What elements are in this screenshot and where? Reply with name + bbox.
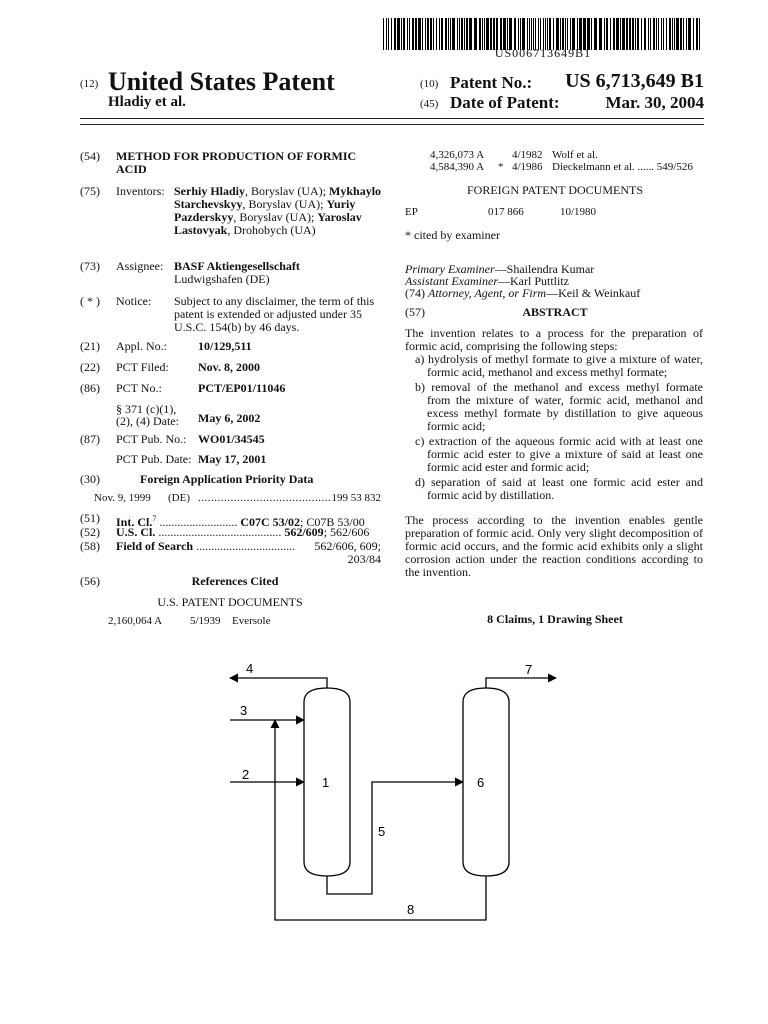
us-cl-dots: ......................................... [158,525,282,539]
assignee-label: Assignee: [116,259,164,273]
ref-2-name: Wolf et al. [552,149,598,161]
authors: Hladiy et al. [108,94,186,110]
inventor-3-loc: , Boryslav (UA); [233,210,315,224]
section-371-date: May 6, 2002 [198,411,261,425]
label-5: 5 [378,824,386,839]
inventor-1: Serhiy Hladiy [174,184,246,198]
date-label: Date of Patent: [450,93,560,112]
pct-filed: Nov. 8, 2000 [198,360,261,374]
pct-filed-label: PCT Filed: [116,360,169,374]
field-86-code: (86) [80,381,100,395]
assistant-examiner-label: Assistant Examiner [405,274,498,288]
field-of-search-value-1: 562/606, 609; [314,539,381,553]
field-22-code: (22) [80,360,100,374]
field-21-code: (21) [80,339,100,353]
ep-no: 017 866 [488,206,524,218]
abstract-label: ABSTRACT [522,305,588,319]
ref-2-date: 4/1982 [512,149,543,161]
patent-date: Mar. 30, 2004 [605,93,704,112]
us-cl-label: U.S. Cl. [116,525,156,539]
inventor-2: Mykhaylo Starchevskyy [174,184,382,211]
pct-pub-no: WO01/34545 [198,432,265,446]
abstract-step-b: b) removal of the methanol and excess methyl formate from the mixture of water, formic acid, methanol and excess methyl formate by distillation to give aqueous formic acid; [415,380,703,433]
ref-3-name: Dieckelmann et al. ...... 549/526 [552,161,693,173]
field-52-code: (52) [80,525,100,539]
inventor-3: Yuriy Pazderskyy [174,197,356,224]
stream-5-line [327,782,463,894]
ref-1-date: 5/1939 [190,615,221,627]
code-10: (10) [420,78,439,90]
label-2: 2 [242,767,250,782]
field-30-code: (30) [80,472,100,486]
us-patent-documents-label: U.S. PATENT DOCUMENTS [157,595,303,609]
foreign-docs-label: FOREIGN PATENT DOCUMENTS [466,183,644,197]
attorney-label: Attorney, Agent, or Firm [428,286,547,300]
ep-date: 10/1980 [560,206,597,218]
label-3: 3 [240,703,248,718]
priority-number: 199 53 832 [331,492,381,504]
ref-2-no: 4,326,073 A [430,149,485,161]
notice-code: ( * ) [80,294,100,308]
field-of-search-dots: ................................. [196,539,296,553]
label-7: 7 [525,662,533,677]
assignee-loc: Ludwigshafen (DE) [174,272,270,286]
field-73-code: (73) [80,259,100,273]
label-8: 8 [407,902,415,917]
inventors-label: Inventors: [116,184,165,198]
field-58-code: (58) [80,539,100,553]
field-57-code: (57) [405,305,425,319]
primary-examiner-name: —Shailendra Kumar [494,262,595,276]
int-cl-label: Int. Cl. [116,515,153,529]
abstract-step-d: d) separation of said at least one formic acid ester and formic acid by distillation. [415,475,703,502]
code-45: (45) [420,98,439,110]
int-cl-value-main: C07C 53/02 [240,515,301,529]
int-cl-value: ; C07B 53/00 [300,515,365,529]
invention-title: METHOD FOR PRODUCTION OF FORMIC ACID [116,149,357,176]
inventor-2-loc: , Boryslav (UA); [242,197,324,211]
barcode-number: US006713649B1 [494,46,592,60]
abstract-step-a: a) hydrolysis of methyl formate to give a mixture of water, formic acid, methanol and excess methyl formate; [415,352,703,379]
stream-8-line [275,720,486,920]
claims-summary: 8 Claims, 1 Drawing Sheet [487,612,623,626]
abstract-conclusion: The process according to the invention enables gentle preparation of formic acid. Only very slight decomposition of formic acid occurs, and the formic acid exhibits only a slight corrosion action under the reaction conditions according to the invention. [405,513,703,579]
field-87-code: (87) [80,432,100,446]
us-cl-value: ; 562/606 [323,525,370,539]
int-cl-dots: .......................... [159,515,238,529]
field-51-code: (51) [80,511,100,525]
references-cited-label: References Cited [191,574,279,588]
attorney-code: (74) [405,286,425,300]
abstract-intro: The invention relates to a process for the preparation of formic acid, comprising the following steps: [405,326,703,353]
appl-no: 10/129,511 [198,339,252,353]
ep-label: EP [405,206,418,218]
appl-no-label: Appl. No.: [116,339,167,353]
priority-country: (DE) [168,492,190,504]
attorney-name: —Keil & Weinkauf [546,286,641,300]
pct-no: PCT/EP01/11046 [198,381,286,395]
priority-data-label: Foreign Application Priority Data [140,472,314,486]
int-cl-sup: 7 [152,514,157,523]
assignee-name: BASF Aktiengesellschaft [174,259,300,273]
ref-1-no: 2,160,064 A [108,615,163,627]
ref-1-name: Eversole [232,615,271,627]
ref-3-date: 4/1986 [512,161,543,173]
field-of-search-value-2: 203/84 [347,552,381,566]
inventor-4: Yaroslav Lastovyak [174,210,362,237]
pct-pub-date: May 17, 2001 [198,452,267,466]
label-1: 1 [322,775,330,790]
priority-dots: ......................................... [198,492,332,504]
patent-no: US 6,713,649 B1 [565,70,704,92]
column-6-vessel [463,688,509,876]
pct-no-label: PCT No.: [116,381,162,395]
priority-date: Nov. 9, 1999 [94,492,151,504]
section-371-b: (2), (4) Date: [116,414,179,428]
patent-title: United States Patent [108,67,335,96]
stream-7-line [486,678,556,688]
stream-4-line [230,678,327,688]
ref-3-no: 4,584,390 A [430,161,485,173]
notice-label: Notice: [116,294,152,308]
assistant-examiner-name: —Karl Puttlitz [498,274,569,288]
patent-no-label: Patent No.: [450,73,533,92]
cited-by-examiner: * cited by examiner [405,228,500,242]
inventor-4-loc: , Drohobych (UA) [227,223,316,237]
notice-text: Subject to any disclaimer, the term of this patent is extended or adjusted under 35 U.S.C. 154(b) by 46 days. [174,294,375,334]
field-of-search-label: Field of Search [116,539,194,553]
field-75-code: (75) [80,184,100,198]
primary-examiner-label: Primary Examiner [405,262,495,276]
inventor-1-loc: , Boryslav (UA); [245,184,327,198]
abstract-step-c: c) extraction of the aqueous formic acid with at least one formic acid ester to give a mixture of said at least one formic acid ester and formic acid; [415,434,703,474]
code-12: (12) [80,78,99,90]
field-54-code: (54) [80,149,100,163]
field-56-code: (56) [80,574,100,588]
ref-3-star: * [498,161,504,173]
label-6: 6 [477,775,485,790]
label-4: 4 [246,661,254,676]
pct-pub-date-label: PCT Pub. Date: [116,452,192,466]
section-371-a: § 371 (c)(1), [116,402,177,416]
pct-pub-no-label: PCT Pub. No.: [116,432,187,446]
us-cl-value-main: 562/609 [284,525,324,539]
